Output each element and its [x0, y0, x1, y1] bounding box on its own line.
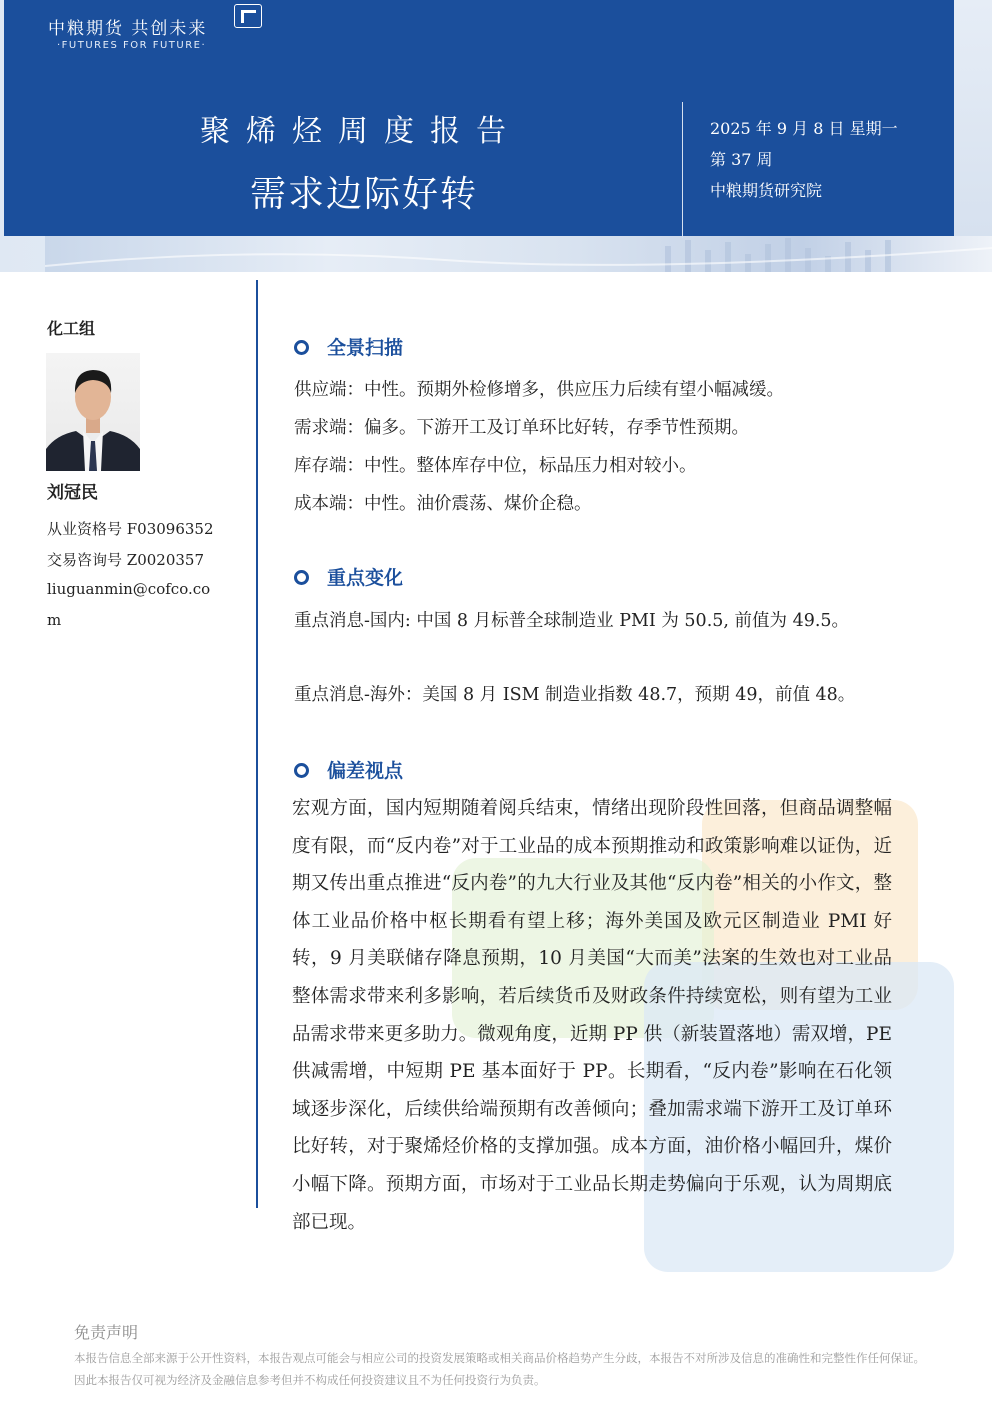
section-view-title	[294, 756, 403, 783]
section-bullet-icon	[294, 570, 309, 585]
report-date: 2025 年 9 月 8 日 星期一	[710, 119, 898, 138]
analyst-avatar	[46, 353, 140, 471]
sidebar-divider	[256, 280, 258, 1208]
analyst-email-continued[interactable]: m	[47, 611, 62, 629]
overview-cost: 成本端：中性。油价震荡、煤价企稳。	[294, 494, 592, 514]
overview-inventory: 库存端：中性。整体库存中位，标品压力相对较小。	[294, 456, 697, 476]
overview-demand: 需求端：偏多。下游开工及订单环比好转，存季节性预期。	[294, 418, 749, 438]
disclaimer-title: 免责声明	[74, 1323, 139, 1342]
view-body-paragraph: 宏观方面，国内短期随着阅兵结束，情绪出现阶段性回落，但商品调整幅度有限，而“反内卷”对于工业品的成本预期推动和政策影响难以证伪，近期又传出重点推进“反内卷”的九大行业及其他“反内卷”相关的小作文，整体工业品价格中枢长期看有望上移；海外美国及欧元区制造业 PMI 好转，9 月美联储存降息预期，10 月美国“大而美”法案的生效也对工业品整体需求带来利多影响，若后续货币及财政条件持续宽松，则有望为工业品需求带来更多助力。微观角度，近期 PP 供（新装置落地）需双增，PE 供减需增，中短期 PE 基本面好于 PP。长期看，“反内卷”影响在石化领域逐步深化，后续供给端预期有改善倾向；叠加需求端下游开工及订单环比好转，对于聚烯烃价格的支撑加强。成本方面，油价格小幅回升，煤价小幅下降。预期方面，市场对于工业品长期走势偏向于乐观，认为周期底部已现。	[292, 798, 892, 1233]
analyst-group: 化工组	[47, 319, 96, 338]
section-overview-label: 全景扫描	[327, 337, 404, 359]
section-bullet-icon	[294, 340, 309, 355]
section-changes-title	[294, 563, 403, 590]
brand-logo-icon	[234, 4, 262, 28]
header-edge-decoration	[954, 0, 992, 272]
brand-logo-text: 中粮期货 共创未来	[48, 19, 208, 39]
overview-supply: 供应端：中性。预期外检修增多，供应压力后续有望小幅减缓。	[294, 380, 784, 400]
section-changes-label: 重点变化	[327, 567, 404, 589]
analyst-email[interactable]: liuguanmin@cofco.co	[47, 580, 211, 598]
report-institute: 中粮期货研究院	[710, 181, 823, 200]
changes-domestic-news: 重点消息-国内: 中国 8 月标普全球制造业 PMI 为 50.5, 前值为 49.5。	[294, 611, 850, 631]
changes-overseas-news: 重点消息-海外：美国 8 月 ISM 制造业指数 48.7，预期 49，前值 48。	[294, 685, 856, 705]
header-photo-strip	[45, 236, 992, 272]
analyst-consult-number: 交易咨询号 Z0020357	[47, 551, 204, 569]
report-title: 聚烯烃周度报告	[200, 114, 522, 149]
section-view-label: 偏差视点	[327, 760, 404, 782]
analyst-name: 刘冠民	[47, 483, 98, 503]
analyst-qualification: 从业资格号 F03096352	[47, 520, 214, 538]
chart-bars-decoration	[45, 236, 992, 272]
section-overview-title	[294, 333, 403, 360]
brand-slogan: ·FUTURES FOR FUTURE·	[57, 40, 207, 51]
report-subtitle: 需求边际好转	[250, 174, 479, 215]
disclaimer-text: 本报告信息全部来源于公开性资料，本报告观点可能会与相应公司的投资发展策略或相关商品价格趋势产生分歧，本报告不对所涉及信息的准确性和完整性作任何保证。因此本报告仅可视为经济及金融信息参考但并不构成任何投资建议且不为任何投资行为负责。	[74, 1351, 925, 1387]
section-bullet-icon	[294, 763, 309, 778]
report-header	[0, 0, 992, 272]
header-divider	[682, 102, 683, 238]
report-week: 第 37 周	[710, 150, 773, 169]
analyst-photo-icon	[46, 353, 140, 471]
